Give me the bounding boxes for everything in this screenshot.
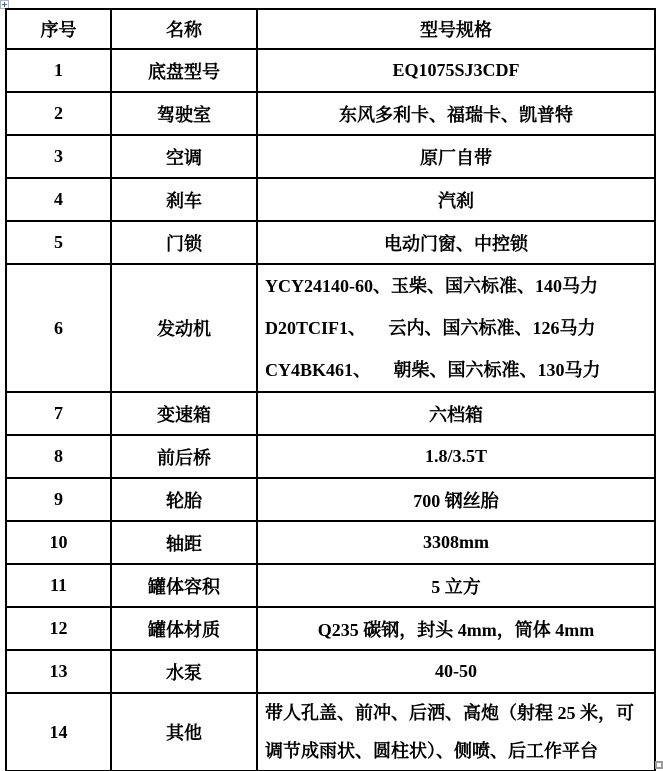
col-header-index: 序号 <box>6 9 111 49</box>
row-index-cell: 6 <box>6 264 111 392</box>
table-row <box>6 392 655 435</box>
row-index-cell: 3 <box>6 135 111 178</box>
row-spec-cell <box>257 264 655 392</box>
engine-option-line: YCY24140-60、玉柴、国六标准、140马力 <box>265 276 598 296</box>
col-header-name: 名称 <box>111 9 257 49</box>
table-row <box>6 178 655 221</box>
table-row <box>6 650 655 693</box>
row-index-cell: 1 <box>6 49 111 92</box>
row-name-cell: 变速箱 <box>111 392 257 435</box>
row-name-cell: 刹车 <box>111 178 257 221</box>
table-row <box>6 521 655 564</box>
row-spec-cell: 电动门窗、中控锁 <box>257 221 655 264</box>
row-index-cell: 14 <box>6 693 111 771</box>
row-name-cell: 底盘型号 <box>111 49 257 92</box>
row-name-cell: 水泵 <box>111 650 257 693</box>
row-name-cell: 门锁 <box>111 221 257 264</box>
row-spec-cell <box>257 693 655 771</box>
row-name-cell: 前后桥 <box>111 435 257 478</box>
row-spec-cell: 汽刹 <box>257 178 655 221</box>
row-index-cell: 9 <box>6 478 111 521</box>
row-name-cell: 罐体容积 <box>111 564 257 607</box>
row-spec-cell: 5 立方 <box>257 564 655 607</box>
row-name-cell: 其他 <box>111 693 257 771</box>
row-name-cell: 罐体材质 <box>111 607 257 650</box>
other-spec-line: 调节成雨状、圆柱状）、侧喷、后工作平台 <box>265 741 598 761</box>
row-index-cell: 11 <box>6 564 111 607</box>
row-name-cell: 驾驶室 <box>111 92 257 135</box>
table-row <box>6 607 655 650</box>
row-name-cell: 轮胎 <box>111 478 257 521</box>
table-row <box>6 478 655 521</box>
row-index-cell: 12 <box>6 607 111 650</box>
row-index-cell: 7 <box>6 392 111 435</box>
table-row <box>6 564 655 607</box>
row-name-cell: 空调 <box>111 135 257 178</box>
table-row-engine <box>6 264 655 392</box>
row-name-cell: 发动机 <box>111 264 257 392</box>
spec-table <box>5 8 656 771</box>
table-resize-handle[interactable] <box>655 761 663 769</box>
table-row <box>6 49 655 92</box>
row-index-cell: 10 <box>6 521 111 564</box>
row-index-cell: 13 <box>6 650 111 693</box>
other-spec-line: 带人孔盖、前冲、后洒、高炮（射程 25 米，可 <box>265 703 634 723</box>
row-index-cell: 2 <box>6 92 111 135</box>
row-spec-cell: 东风多利卡、福瑞卡、凯普特 <box>257 92 655 135</box>
table-row <box>6 221 655 264</box>
row-spec-cell: 3308mm <box>257 521 655 564</box>
table-row <box>6 135 655 178</box>
engine-option-line: CY4BK461、 朝柴、国六标准、130马力 <box>265 360 601 380</box>
row-spec-cell: 六档箱 <box>257 392 655 435</box>
row-spec-cell: 40-50 <box>257 650 655 693</box>
row-spec-cell: 1.8/3.5T <box>257 435 655 478</box>
row-spec-cell: Q235 碳钢，封头 4mm，筒体 4mm <box>257 607 655 650</box>
row-spec-cell: 原厂自带 <box>257 135 655 178</box>
move-handle-cross-vertical <box>4 2 5 7</box>
table-row <box>6 92 655 135</box>
col-header-spec: 型号规格 <box>257 9 655 49</box>
row-spec-cell: EQ1075SJ3CDF <box>257 49 655 92</box>
engine-option-line: D20TCIF1、 云内、国六标准、126马力 <box>265 318 596 338</box>
table-row <box>6 435 655 478</box>
row-index-cell: 8 <box>6 435 111 478</box>
row-name-cell: 轴距 <box>111 521 257 564</box>
row-spec-cell: 700 钢丝胎 <box>257 478 655 521</box>
table-row-other <box>6 693 655 771</box>
row-index-cell: 4 <box>6 178 111 221</box>
table-header-row <box>6 9 655 49</box>
row-index-cell: 5 <box>6 221 111 264</box>
